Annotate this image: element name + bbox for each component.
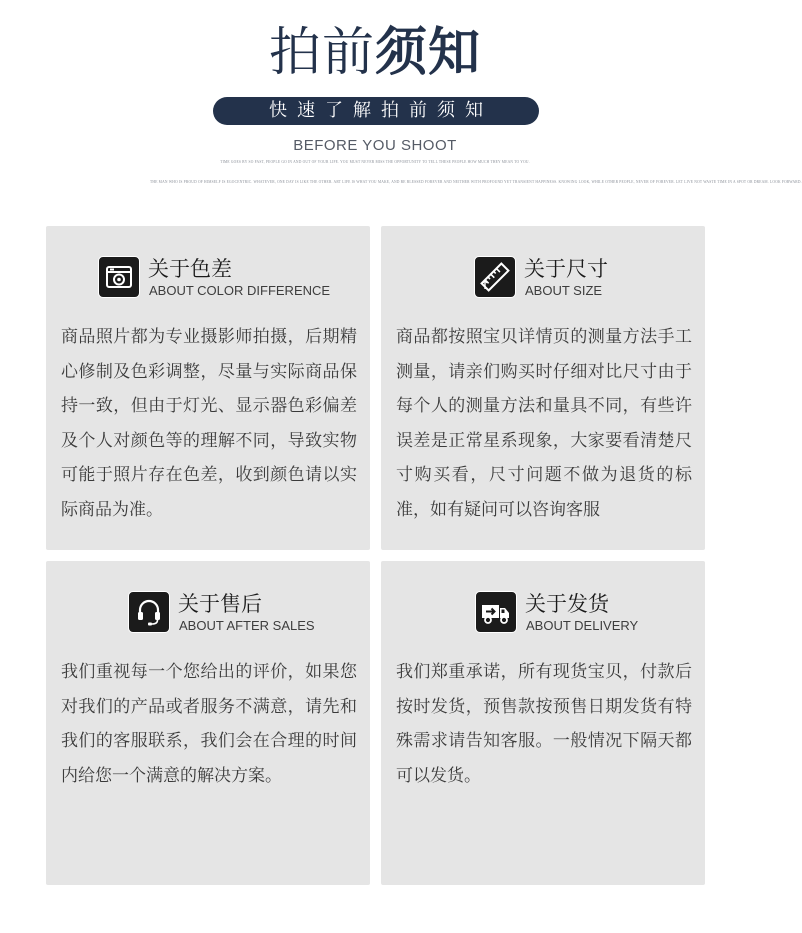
camera-icon xyxy=(98,256,140,298)
card-body: 我们郑重承诺，所有现货宝贝，付款后按时发货，预售款按预售日期发货有特殊需求请告知客服。一般情况下隔天都可以发货。 xyxy=(396,662,692,786)
card-subtitle: ABOUT COLOR DIFFERENCE xyxy=(149,283,331,298)
page-title-light: 拍前 xyxy=(268,23,375,83)
card-delivery xyxy=(381,561,705,885)
card-body: 商品照片都为专业摄影师拍摄，后期精心修制及色彩调整，尽量与实际商品保持一致，但由于灯光、显示器色彩偏差及个人对颜色等的理解不同，导致实物可能于照片存在色差，收到颜色请以实际商品为准。 xyxy=(61,327,357,520)
card-title: 关于售后 xyxy=(178,592,262,616)
card-body: 商品都按照宝贝详情页的测量方法手工测量，请亲们购买时仔细对比尺寸由于每个人的测量方法和量具不同，有些许误差是正常星系现象，大家要看清楚尺寸购买看，尺寸问题不做为退货的标准，如有疑问可以咨询客服 xyxy=(396,327,692,520)
card-subtitle: ABOUT SIZE xyxy=(525,283,603,298)
card-subtitle: ABOUT DELIVERY xyxy=(526,618,639,633)
card-subtitle: ABOUT AFTER SALES xyxy=(179,618,315,633)
page-header xyxy=(0,0,802,215)
card-color-difference xyxy=(46,226,370,550)
page-title-bold: 须知 xyxy=(375,23,482,83)
subtitle-pill: 快速了解拍前须知 xyxy=(213,97,539,125)
card-title: 关于色差 xyxy=(148,257,232,281)
fine-print-2: THE MAN WHO IS PROUD OF HIMSELF IS EGOCENTRIC. WHATEVER, ONE DAY IS LIKE THE OTHER. ART LIFE IS WHAT YOU MAKE, AND BE BLESSED FOREVER AND NEITHER WITH PROFOUND YET TRANSIENT HAPPINESS. KNOWING LOOK, WHILE OTHER PEOPLE, NEVER OF FOREVER. LET LIVE NOT WASTE TIME IN A SPOT OR DREAM. LOOK FORWARD. xyxy=(150,180,802,184)
delivery-truck-icon xyxy=(475,591,517,633)
page-title xyxy=(0,22,750,84)
headset-icon xyxy=(128,591,170,633)
card-title: 关于尺寸 xyxy=(524,257,608,281)
fine-print-1: TIME GOES BY SO FAST, PEOPLE GO IN AND OUT OF YOUR LIFE. YOU MUST NEVER MISS THE OPPORTUNITY TO TELL THESE PEOPLE HOW MUCH THEY MEAN TO YOU. xyxy=(220,160,530,164)
card-size xyxy=(381,226,705,550)
ruler-icon xyxy=(474,256,516,298)
card-body: 我们重视每一个您给出的评价，如果您对我们的产品或者服务不满意，请先和我们的客服联系，我们会在合理的时间内给您一个满意的解决方案。 xyxy=(61,662,357,786)
card-title: 关于发货 xyxy=(525,592,609,616)
english-title: BEFORE YOU SHOOT xyxy=(293,137,457,154)
card-after-sales xyxy=(46,561,370,885)
